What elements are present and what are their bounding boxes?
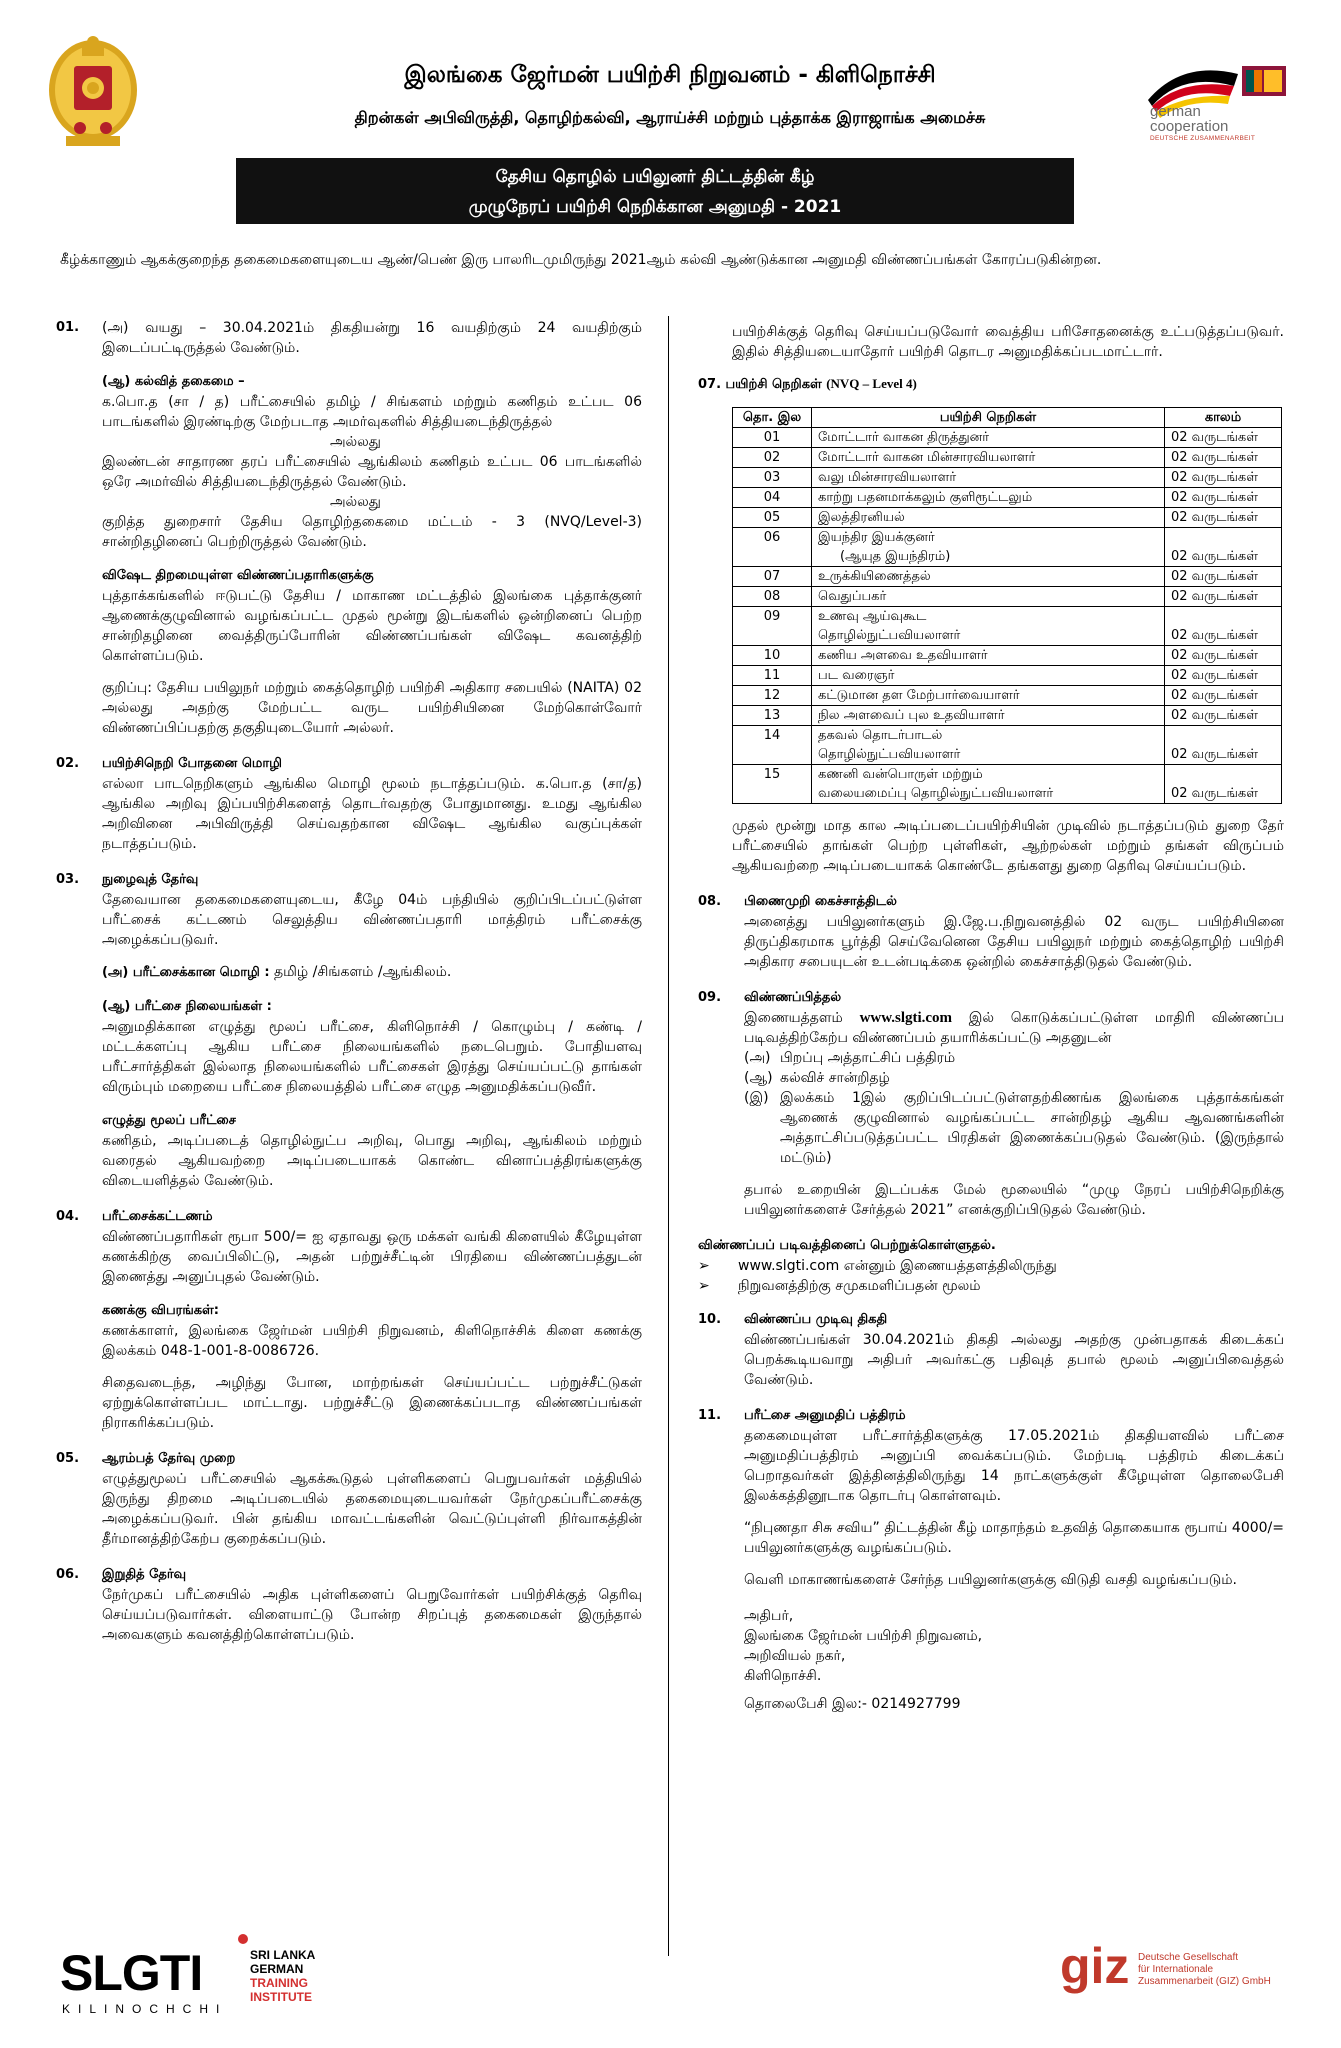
course-name-line: காற்று பதனமாக்கலும் குளிரூட்டலும்: [818, 490, 1033, 505]
slgti-dot-icon: [238, 1934, 248, 1944]
list-text: இலக்கம் 1இல் குறிப்பிடப்பட்டுள்ளதற்கிணங்க இலங்கை புத்தாக்கங்கள் ஆணைக் குழுவினால் வழங்கப்பட்ட சான்றிதழ் ஆகிய ஆவணங்களின் அத்தாட்சிப்படுத்தப்பட்ட பிரதிகள் இணைக்கப்படுதல் வேண்டும். (இருந்தால் மட்டும்): [780, 1090, 1284, 1166]
list-text: பிறப்பு அத்தாட்சிப் பத்திரம்: [780, 1050, 956, 1066]
course-number: 06: [733, 528, 812, 567]
course-name-line: தொழில்நுட்பவியலாளர்: [818, 628, 961, 643]
section-09: [698, 988, 1284, 1220]
section-number: 10.: [698, 1312, 722, 1327]
slgti-location: KILINOCHCHI: [62, 2002, 228, 2016]
slgti-wordmark: SLGTI: [60, 1945, 203, 2001]
course-number: 04: [733, 488, 812, 508]
list-item: [744, 1068, 1284, 1088]
section-number: 01.: [56, 320, 80, 335]
section-heading: நுழைவுத் தேர்வு: [102, 872, 199, 887]
section-number: 03.: [56, 872, 80, 887]
banner-line-1: தேசிய தொழில் பயிலுனர் திட்டத்தின் கீழ்: [495, 167, 815, 187]
course-name: [812, 607, 1165, 646]
arrow-bullet-icon: ➢: [698, 1258, 710, 1274]
course-name-line: உருக்கியிணைத்தல்: [818, 569, 931, 584]
receipt-warning: சிதைவடைந்த, அழிந்து போன, மாற்றங்கள் செய்யப்பட்ட பற்றுச்சீட்டுகள் ஏற்றுக்கொள்ளப்பட மாட்டாது. பற்றுச்சீட்டு இணைக்கப்படாத விண்ணப்பங்கள் நிராகரிக்கப்படும்.: [102, 1375, 642, 1431]
course-duration: 02 வருடங்கள்: [1165, 587, 1282, 607]
section-07-heading: [698, 374, 1284, 395]
course-name-line: வலு மின்சாரவியலாளர்: [818, 470, 957, 485]
left-column: [56, 318, 642, 1661]
course-duration: 02 வருடங்கள்: [1165, 528, 1282, 567]
form-collection-list: [698, 1256, 1284, 1296]
section-number: 08.: [698, 894, 722, 909]
slgti-line: TRAINING: [250, 1976, 308, 1990]
course-name-line: வெதுப்பகர்: [818, 589, 887, 604]
list-text: நிறுவனத்திற்கு சமுகமளிப்பதன் மூலம்: [738, 1278, 981, 1294]
table-row: [733, 726, 1282, 765]
course-name-line: தகவல் தொடர்பாடல்: [818, 728, 943, 743]
course-name-line: இலத்திரனியல்: [818, 510, 905, 525]
age-requirement: (அ) வயது – 30.04.2021ம் திகதியன்று 16 வயதிற்கும் 24 வயதிற்கும் இடைப்பட்டிருத்தல் வேண்டும்.: [102, 320, 642, 356]
note-text: குறிப்பு: தேசிய பயிலுநர் மற்றும் கைத்தொழிற் பயிற்சி அதிகார சபையில் (NAITA) 02 அல்லது அதற்கு மேற்பட்ட வருட பயிற்சியினை மேற்கொள்வோர் விண்ணப்பிப்பதற்கு தகுதியுடையோர் அல்லர்.: [102, 680, 642, 736]
list-text: கல்விச் சான்றிதழ்: [780, 1070, 890, 1086]
exam-language: [102, 962, 642, 983]
section-02: [56, 754, 642, 854]
sri-lanka-emblem-icon: [44, 32, 142, 156]
table-row: [733, 428, 1282, 448]
table-row: [733, 468, 1282, 488]
section-number: 04.: [56, 1209, 80, 1224]
section-text: எல்லா பாடநெறிகளும் ஆங்கில மொழி மூலம் நடாத்தப்படும். க.பொ.த (சா/த) ஆங்கில அறிவு இப்பயிற்சிகளைத் தொடர்வதற்கு போதுமானது. உமது ஆங்கில அறிவினை அபிவிருத்தி செய்வதற்கான விஷேட ஆங்கில வகுப்புக்கள் நடாத்தப்படும்.: [102, 776, 642, 852]
course-duration: 02 வருடங்கள்: [1165, 508, 1282, 528]
stream-selection-text: முதல் மூன்று மாத கால அடிப்படைப்பயிற்சியின் முடிவில் நடாத்தப்படும் துறை தேர் பரீட்சையில் தாங்கள் பெற்ற புள்ளிகள், ஆற்றல்கள் மற்றும் தங்கள் விருப்பம் ஆகியவற்றை அடிப்படையாகக் கொண்டே தங்களது துறை தெரிவு செய்யப்படும்.: [732, 818, 1284, 874]
course-number: 07: [733, 567, 812, 587]
section-heading: இறுதித் தேர்வு: [102, 1567, 187, 1582]
course-name: [812, 567, 1165, 587]
section-06-continued: பயிற்சிக்குத் தெரிவு செய்யப்படுவோர் வைத்திய பரிசோதனைக்கு உட்படுத்தப்படுவர். இதில் சித்தியடையாதோர் பயிற்சி தொடர அனுமதிக்கப்படமாட்டார்.: [732, 324, 1284, 360]
section-heading: பிணைமுறி கைச்சாத்திடல்: [744, 894, 897, 909]
list-text: www.slgti.com என்னும் இணையத்தளத்திலிருந்து: [738, 1258, 1057, 1274]
intro-paragraph: கீழ்க்காணும் ஆகக்குறைந்த தகைமைகளையுடைய ஆண்/பெண் இரு பாலரிடமுமிருந்து 2021ஆம் கல்வி ஆண்டுக்கான அனுமதி விண்ணப்பங்கள் கோரப்படுகின்றன.: [60, 252, 1102, 268]
course-number: 13: [733, 706, 812, 726]
apply-text-pre: இணையத்தளம்: [744, 1010, 843, 1026]
table-row: [733, 666, 1282, 686]
section-11: [698, 1406, 1284, 1590]
course-duration: 02 வருடங்கள்: [1165, 488, 1282, 508]
course-duration: 02 வருடங்கள்: [1165, 686, 1282, 706]
course-duration: 02 வருடங்கள்: [1165, 666, 1282, 686]
course-name: [812, 468, 1165, 488]
slgti-line: SRI LANKA: [250, 1948, 316, 1962]
course-name: [812, 646, 1165, 666]
giz-line: Zusammenarbeit (GIZ) GmbH: [1138, 1976, 1271, 1987]
section-number: 05.: [56, 1451, 80, 1466]
col-header-duration: காலம்: [1165, 408, 1282, 428]
ministry-subtitle: திறன்கள் அபிவிருத்தி, தொழிற்கல்வி, ஆராய்ச்சி மற்றும் புத்தாக்க இராஜாங்க அமைச்சு: [354, 108, 986, 127]
section-number: 07.: [698, 377, 722, 392]
course-name-line: கணனி வன்பொருள் மற்றும்: [818, 767, 983, 782]
course-duration: 02 வருடங்கள்: [1165, 428, 1282, 448]
course-number: 05: [733, 508, 812, 528]
table-row: [733, 508, 1282, 528]
section-heading: பரீட்சை அனுமதிப் பத்திரம்: [744, 1408, 906, 1423]
course-name: [812, 726, 1165, 765]
section-text: விண்ணப்பதாரிகள் ரூபா 500/= ஐ ஏதாவது ஒரு மக்கள் வங்கி கிளையில் கீழேயுள்ள கணக்கிற்கு வைப்பிலிட்டு, அதன் பற்றுச்சீட்டின் பிரதியை விண்ணப்பத்துடன் இணைத்து அனுப்புதல் வேண்டும்.: [102, 1229, 642, 1285]
course-duration: 02 வருடங்கள்: [1165, 646, 1282, 666]
stipend-text: “நிபுணதா சிசு சவிய” திட்டத்தின் கீழ் மாதாந்தம் உதவித் தொகையாக ரூபாய் 4000/= பயிலுனர்களுக்கு வழங்கப்படும்.: [744, 1520, 1284, 1556]
or-text: அல்லது: [330, 434, 381, 450]
course-name: [812, 448, 1165, 468]
section-number: 09.: [698, 990, 722, 1005]
edu-option-3: குறித்த துறைசார் தேசிய தொழிற்தகைமை மட்டம் - 3 (NVQ/Level-3) சான்றிதழினைப் பெற்றிருத்தல் வேண்டும்.: [102, 514, 642, 550]
section-10: [698, 1310, 1284, 1390]
slgti-fullname: [250, 1948, 315, 2004]
centres-text: அனுமதிக்கான எழுத்து மூலப் பரீட்சை, கிளிநொச்சி / கொழும்பு / கண்டி /மட்டக்களப்பு ஆகிய பரீட்சை நிலையங்களில் நடைபெறும். போதியளவு பரீட்சார்த்திகள் இல்லாத நிலையங்களில் பரீட்சைகள் இரத்து செய்யப்பட்டு தாங்கள் விரும்பும் மறையை பரீட்சை நிலையத்தில் பரீட்சை எழுத அனுமதிக்கப்படுவீர்.: [102, 1019, 642, 1095]
partner-name: german: [1150, 103, 1201, 120]
partner-sub: DEUTSCHE ZUSAMMENARBEIT: [1150, 135, 1256, 142]
course-name-line: தொழில்நுட்பவியலாளர்: [818, 747, 961, 762]
section-number: 02.: [56, 756, 80, 771]
written-text: கணிதம், அடிப்படைத் தொழில்நுட்ப அறிவு, பொது அறிவு, ஆங்கிலம் மற்றும் வரைதல் ஆகியவற்றை அடிப்படையாகக் கொண்ட வினாப்பத்திரங்களுக்கு விடையளித்தல் வேண்டும்.: [102, 1133, 642, 1189]
special-text: புத்தாக்கங்களில் ஈடுபட்டு தேசிய / மாகாண மட்டத்தில் இலங்கை புத்தாக்குனர் ஆணைக்குழுவினால் வழங்கப்பட்ட முதல் மூன்று இடங்களில் ஒன்றினைப் பெற்ற சான்றிதழினை வைத்திருப்போரின் விண்ணப்பங்கள் விஷேட கவனத்திற் கொள்ளப்படும்.: [102, 588, 642, 664]
course-duration: 02 வருடங்கள்: [1165, 706, 1282, 726]
course-duration: 02 வருடங்கள்: [1165, 448, 1282, 468]
list-item: [744, 1048, 1284, 1068]
edu-option-1: க.பொ.த (சா / த) பரீட்சையில் தமிழ் / சிங்களம் மற்றும் கணிதம் உட்பட 06 பாடங்களில் இரண்டிற்கு மேற்படாத அமர்வுகளில் சித்தியடைந்திருத்தல்: [102, 394, 642, 430]
account-text: கணக்காளர், இலங்கை ஜேர்மன் பயிற்சி நிறுவனம், கிளிநொச்சிக் கிளை கணக்கு இலக்கம் 048-1-001-8-0086726.: [102, 1323, 642, 1359]
list-marker: (இ): [744, 1090, 769, 1106]
apply-text: [744, 1008, 1284, 1048]
section-heading: விண்ணப்பித்தல்: [744, 990, 842, 1005]
col-header-course: பயிற்சி நெறிகள்: [812, 408, 1165, 428]
course-name-line: கட்டுமான தள மேற்பார்வையாளர்: [818, 688, 1020, 703]
course-name-line: இயந்திர இயக்குனர்: [818, 530, 935, 545]
section-number: 06.: [56, 1567, 80, 1582]
giz-line: für Internationale: [1138, 1964, 1214, 1975]
account-heading: கணக்கு விபரங்கள்:: [102, 1303, 219, 1318]
table-row: [733, 448, 1282, 468]
section-text: நேர்முகப் பரீட்சையில் அதிக புள்ளிகளைப் பெறுவோர்கள் பயிற்சிக்குத் தெரிவு செய்யப்படுவார்கள். விளையாட்டு போன்ற சிறப்புத் தகைமைகள் இருந்தால் அவைகளும் கவனத்திற்கொள்ளப்படும்.: [102, 1587, 642, 1643]
phone-number: தொலைபேசி இல:- 0214927799: [744, 1696, 961, 1712]
course-duration: 02 வருடங்கள்: [1165, 765, 1282, 804]
slgti-line: INSTITUTE: [250, 1990, 312, 2004]
giz-line: Deutsche Gesellschaft: [1138, 1952, 1239, 1963]
giz-wordmark: giz: [1060, 1938, 1130, 1994]
title-banner: [236, 158, 1074, 224]
apply-text-post: இல் கொடுக்கப்பட்டுள்ள மாதிரி விண்ணப்ப படிவத்திற்கேற்ப விண்ணப்பம் தயாரிக்கப்பட்டு அதனுடன்: [744, 1010, 1285, 1046]
course-number: 14: [733, 726, 812, 765]
giz-logo: [1060, 1938, 1290, 2004]
section-heading: விண்ணப்ப முடிவு திகதி: [744, 1312, 888, 1327]
course-name: [812, 488, 1165, 508]
exam-language-label: (அ) பரீட்சைக்கான மொழி :: [102, 965, 270, 980]
course-number: 10: [733, 646, 812, 666]
signoff-line: அதிபர்,: [744, 1608, 794, 1624]
signoff-line: கிளிநொச்சி.: [744, 1668, 822, 1684]
table-row: [733, 587, 1282, 607]
course-name-line: உணவு ஆய்வுகூட: [818, 609, 927, 624]
or-text: அல்லது: [330, 494, 381, 510]
partner-name-2: cooperation: [1150, 118, 1229, 135]
centres-heading: (ஆ) பரீட்சை நிலையங்கள் :: [102, 999, 272, 1014]
envelope-text: தபால் உறையின் இடப்பக்க மேல் மூலையில் “முழு நேரப் பயிற்சிநெறிக்கு பயிலுனர்களைச் சேர்த்தல் 2021” எனக்குறிப்பிடுதல் வேண்டும்.: [744, 1182, 1284, 1218]
list-marker: (ஆ): [744, 1070, 773, 1086]
section-07: [698, 374, 1284, 876]
course-name-line: வலையமைப்பு தொழில்நுட்பவியலாளர்: [818, 786, 1054, 801]
edu-heading: (ஆ) கல்வித் தகைமை –: [102, 374, 245, 389]
table-row: [733, 528, 1282, 567]
course-number: 02: [733, 448, 812, 468]
course-number: 08: [733, 587, 812, 607]
table-row: [733, 567, 1282, 587]
nvq-level: (NVQ – Level 4): [826, 376, 917, 391]
course-name: [812, 765, 1165, 804]
website-link[interactable]: www.slgti.com: [859, 1010, 953, 1026]
table-header-row: [733, 408, 1282, 428]
course-name-line: கணிய அளவை உதவியாளர்: [818, 648, 988, 663]
courses-table: [732, 407, 1282, 804]
section-01: [56, 318, 642, 738]
course-number: 03: [733, 468, 812, 488]
signoff-line: இலங்கை ஜேர்மன் பயிற்சி நிறுவனம்,: [744, 1628, 983, 1644]
section-06: [56, 1565, 642, 1645]
course-name-line: நில அளவைப் புல உதவியாளர்: [818, 708, 1005, 723]
edu-option-2: இலண்டன் சாதாரண தரப் பரீட்சையில் ஆங்கிலம் கணிதம் உட்பட 06 பாடங்களில் ஒரே அமர்வில் சித்தியடைந்திருத்தல் வேண்டும்.: [102, 454, 642, 490]
arrow-bullet-icon: ➢: [698, 1278, 710, 1294]
table-row: [733, 488, 1282, 508]
slgti-line: GERMAN: [250, 1962, 304, 1976]
giz-fullname: [1138, 1952, 1271, 1988]
course-number: 09: [733, 607, 812, 646]
course-number: 15: [733, 765, 812, 804]
section-03: [56, 870, 642, 1191]
column-divider: [668, 316, 669, 1956]
table-row: [733, 765, 1282, 804]
course-duration: 02 வருடங்கள்: [1165, 567, 1282, 587]
hostel-text: வெளி மாகாணங்களைச் சேர்ந்த பயிலுனர்களுக்கு விடுதி வசதி வழங்கப்படும்.: [744, 1572, 1237, 1588]
list-item: [698, 1276, 1284, 1296]
section-heading: பரீட்சைக்கட்டணம்: [102, 1209, 213, 1224]
section-text: எழுத்துமூலப் பரீட்சையில் ஆகக்கூடுதல் புள்ளிகளைப் பெறுபவர்கள் மத்தியில் இருந்து திறமை அடிப்படையில் தகைமையுடையவர்கள் நேர்முகப்பரீட்சைக்கு அழைக்கப்படுவர். பின் தங்கிய மாவட்டங்களின் வெட்டுப்புள்ளி நிர்வாகத்தின் தீர்மானத்திற்கேற்ப குறைக்கப்படும்.: [102, 1471, 642, 1547]
course-name-line: மோட்டார் வாகன மின்சாரவியலாளர்: [818, 450, 1036, 465]
course-name: [812, 508, 1165, 528]
course-name: [812, 587, 1165, 607]
documents-list: [744, 1048, 1284, 1168]
course-name-line: (ஆயுத இயந்திரம்): [840, 549, 951, 564]
course-number: 01: [733, 428, 812, 448]
course-duration: 02 வருடங்கள்: [1165, 468, 1282, 488]
course-name: [812, 528, 1165, 567]
german-cooperation-wordmark: [1150, 104, 1300, 144]
course-name: [812, 428, 1165, 448]
course-number: 12: [733, 686, 812, 706]
course-name: [812, 706, 1165, 726]
form-collection-heading: விண்ணப்பப் படிவத்தினைப் பெற்றுக்கொள்ளுதல்.: [698, 1238, 996, 1253]
course-name: [812, 686, 1165, 706]
form-collection: [698, 1236, 1284, 1296]
course-name-line: மோட்டார் வாகன திருத்துனர்: [818, 430, 990, 445]
section-text: தேவையான தகைமைகளையுடைய, கீழே 04ம் பந்தியில் குறிப்பிடப்பட்டுள்ள பரீட்சைக் கட்டணம் செலுத்திய விண்ணப்பதாரி மாத்திரம் பரீட்சைக்கு அழைக்கப்படுவர்.: [102, 892, 642, 948]
list-marker: (அ): [744, 1050, 771, 1066]
section-number: 11.: [698, 1408, 722, 1423]
signoff-line: அறிவியல் நகர்,: [744, 1648, 846, 1664]
section-text: அனைத்து பயிலுனர்களும் இ.ஜே.ப.நிறுவனத்தில் 02 வருட பயிற்சியினை திருப்திகரமாக பூர்த்தி செய்வேனென தேசிய பயிலுநர் மற்றும் கைத்தொழிற் பயிற்சி அதிகார சபையுடன் உடன்படிக்கை ஒன்றில் கைச்சாத்திடுதல் வேண்டும்.: [744, 914, 1284, 970]
written-heading: எழுத்து மூலப் பரீட்சை: [102, 1113, 236, 1128]
section-heading: ஆரம்பத் தேர்வு முறை: [102, 1451, 236, 1466]
special-heading: விஷேட திறமையுள்ள விண்ணப்பதாரிகளுக்கு: [102, 568, 374, 583]
course-number: 11: [733, 666, 812, 686]
exam-language-value: தமிழ் /சிங்களம் /ஆங்கிலம்.: [274, 964, 452, 980]
course-duration: 02 வருடங்கள்: [1165, 607, 1282, 646]
signoff: [698, 1606, 1284, 1714]
section-05: [56, 1449, 642, 1549]
course-name-line: பட வரைஞர்: [818, 668, 895, 683]
section-heading: பயிற்சி நெறிகள்: [725, 377, 822, 392]
table-row: [733, 706, 1282, 726]
section-heading: பயிற்சிநெறி போதனை மொழி: [102, 756, 282, 771]
slgti-logo: [60, 1940, 390, 2020]
institute-title: இலங்கை ஜேர்மன் பயிற்சி நிறுவனம் - கிளிநொச்சி: [404, 62, 936, 88]
table-row: [733, 607, 1282, 646]
right-column: [698, 322, 1284, 1714]
course-duration: 02 வருடங்கள்: [1165, 726, 1282, 765]
section-04: [56, 1207, 642, 1433]
list-item: [744, 1088, 1284, 1168]
course-name: [812, 666, 1165, 686]
table-row: [733, 686, 1282, 706]
table-row: [733, 646, 1282, 666]
section-text: விண்ணப்பங்கள் 30.04.2021ம் திகதி அல்லது அதற்கு முன்பதாகக் கிடைக்கப் பெறக்கூடியவாறு அதிபர் அவர்கட்கு பதிவுத் தபால் மூலம் அனுப்பிவைத்தல் வேண்டும்.: [744, 1332, 1284, 1388]
col-header-no: தொ. இல: [733, 408, 812, 428]
list-item: [698, 1256, 1284, 1276]
section-text: தகைமையுள்ள பரீட்சார்த்திகளுக்கு 17.05.2021ம் திகதியளவில் பரீட்சை அனுமதிப்பத்திரம் அனுப்பி வைக்கப்படும். மேற்படி பத்திரம் கிடைக்கப் பெறாதவர்கள் இத்தினத்திலிருந்து 14 நாட்களுக்குள் கீழேயுள்ள தொலைபேசி இலக்கத்தினூடாக தொடர்பு கொள்ளவும்.: [744, 1428, 1284, 1504]
section-08: [698, 892, 1284, 972]
banner-line-2: முழுநேரப் பயிற்சி நெறிக்கான அனுமதி - 2021: [468, 197, 842, 217]
